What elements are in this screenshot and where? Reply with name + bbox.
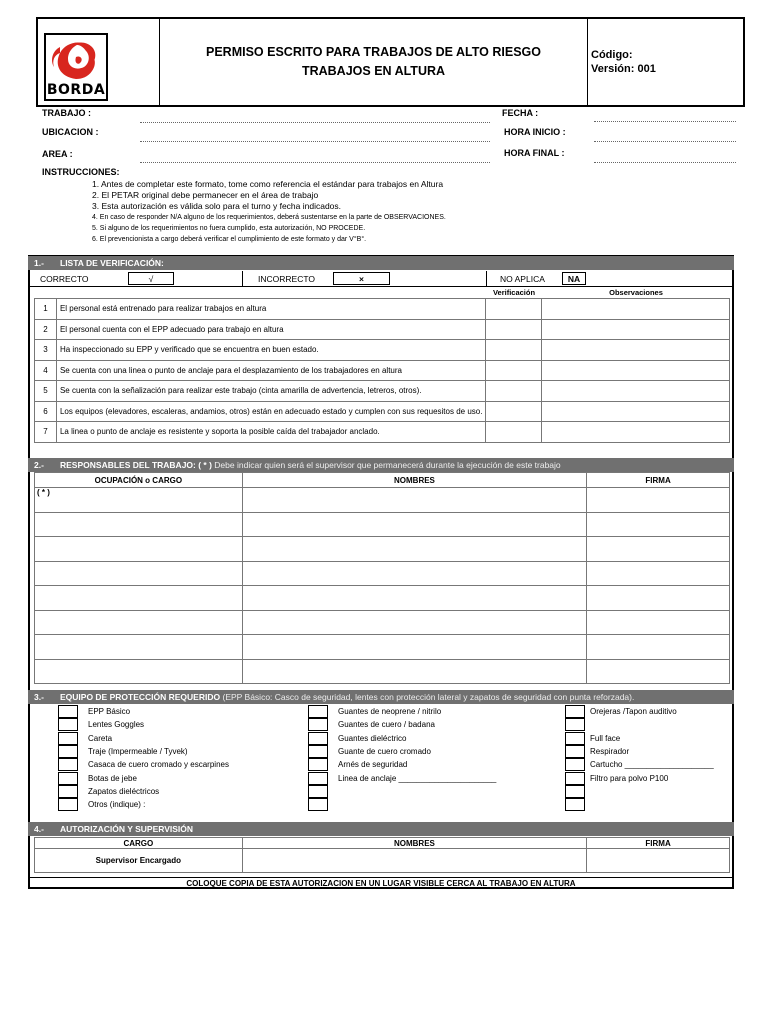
epp-item-label: Botas de jebe — [88, 773, 137, 783]
logo — [44, 33, 108, 101]
ocupacion-cell[interactable] — [35, 512, 243, 537]
instruction-item: 3. Esta autorización es válida solo para el turno y fecha indicados. — [92, 201, 342, 211]
epp-checkbox[interactable] — [58, 705, 78, 718]
epp-item-label: Lentes Goggles — [88, 720, 145, 730]
fecha-label: FECHA : — [502, 108, 539, 118]
legend-correcto-mark: √ — [128, 272, 174, 285]
epp-checklist — [30, 705, 732, 817]
checklist-number: 3 — [35, 340, 57, 361]
responsable-row — [35, 659, 730, 684]
ocupacion-cell[interactable] — [35, 635, 243, 660]
section4-title: AUTORIZACIÓN Y SUPERVISIÓN — [60, 824, 194, 834]
legend-incorrecto: INCORRECTO — [258, 274, 315, 284]
legend-correcto: CORRECTO — [40, 274, 89, 284]
nombre-cell[interactable] — [242, 488, 586, 513]
supervisor-mark: ( * ) — [37, 488, 50, 498]
hora-inicio-label: HORA INICIO : — [504, 127, 566, 137]
supervisor-label: Supervisor Encargado — [35, 849, 243, 873]
checklist-text: La linea o punto de anclaje es resistente y soporta la posible caída del trabajador anclado. — [56, 422, 485, 443]
checklist-number: 1 — [35, 299, 57, 320]
epp-item-label: Casaca de cuero cromado y escarpines — [88, 760, 229, 770]
col-firma: FIRMA — [587, 473, 730, 488]
epp-checkbox[interactable] — [565, 732, 585, 745]
instructions-list — [92, 179, 532, 245]
epp-checkbox[interactable] — [308, 772, 328, 785]
epp-item-label: Respirador — [590, 746, 630, 756]
legend-no-aplica-mark: NA — [562, 272, 586, 285]
epp-checkbox[interactable] — [58, 732, 78, 745]
ocupacion-cell[interactable] — [35, 610, 243, 635]
firma-cell[interactable] — [587, 659, 730, 684]
checklist-row — [35, 381, 730, 402]
hora-inicio-field[interactable] — [594, 141, 736, 142]
col-ocupacion: OCUPACIÓN o CARGO — [35, 473, 243, 488]
checklist-row — [35, 360, 730, 381]
nombre-cell[interactable] — [242, 635, 586, 660]
epp-checkbox[interactable] — [58, 798, 78, 811]
firma-cell[interactable] — [587, 586, 730, 611]
checklist-number: 6 — [35, 401, 57, 422]
ocupacion-cell[interactable] — [35, 659, 243, 684]
checklist-text: Ha inspeccionado su EPP y verificado que se encuentra en buen estado. — [56, 340, 485, 361]
checklist-row — [35, 319, 730, 340]
section2-subtitle: Debe indicar quien será el supervisor que permanecerá durante la ejecución de este trabajo — [214, 460, 561, 470]
legend-incorrecto-mark: × — [333, 272, 390, 285]
ubicacion-label: UBICACION : — [42, 127, 99, 137]
epp-checkbox[interactable] — [565, 745, 585, 758]
epp-item-label: Full face — [590, 733, 621, 743]
responsables-table — [34, 472, 730, 684]
instruction-item: 2. El PETAR original debe permanecer en el área de trabajo — [92, 190, 319, 200]
footer-note: COLOQUE COPIA DE ESTA AUTORIZACION EN UN LUGAR VISIBLE CERCA AL TRABAJO EN ALTURA — [28, 877, 734, 889]
checklist-text: Se cuenta con una linea o punto de anclaje para el desplazamiento de los trabajadores en altura — [56, 360, 485, 381]
responsable-row — [35, 586, 730, 611]
fecha-field[interactable] — [594, 121, 736, 122]
col-cargo: CARGO — [35, 838, 243, 849]
section1-number: 1.- — [34, 258, 44, 268]
supervisor-signature-cell[interactable] — [587, 849, 730, 873]
verification-cell[interactable] — [486, 360, 542, 381]
section3-title: EQUIPO DE PROTECCIÓN REQUERIDO — [60, 692, 221, 702]
observation-cell[interactable] — [542, 319, 730, 340]
epp-item-label: Guantes dieléctrico — [338, 733, 407, 743]
epp-item-label: Zapatos dieléctricos — [88, 786, 160, 796]
section4-bar — [28, 822, 734, 836]
hora-final-field[interactable] — [594, 162, 736, 163]
responsable-row — [35, 610, 730, 635]
epp-checkbox[interactable] — [565, 758, 585, 771]
epp-item-label: Arnés de seguridad — [338, 760, 408, 770]
firma-cell[interactable] — [587, 635, 730, 660]
version-label: Versión: 001 — [591, 63, 656, 75]
checklist-text: Se cuenta con la señalización para realizar este trabajo (cinta amarilla de advertencia, letreros, otros). — [56, 381, 485, 402]
instructions-title: INSTRUCCIONES: — [42, 167, 120, 177]
instruction-item: 6. El prevencionista a cargo deberá verificar el cumplimiento de este formato y dar V°B°. — [92, 236, 367, 243]
logo-cell — [38, 19, 160, 105]
epp-checkbox[interactable] — [565, 798, 585, 811]
section1-title: LISTA DE VERIFICACIÓN: — [60, 258, 164, 268]
epp-item-label: Guantes de neoprene / nitrilo — [338, 707, 442, 716]
legend-row — [30, 271, 732, 287]
instruction-item: 1. Antes de completar este formato, tome como referencia el estándar para trabajos en Altura — [92, 179, 444, 189]
checklist-text: El personal está entrenado para realizar trabajos en altura — [56, 299, 485, 320]
checklist-number: 2 — [35, 319, 57, 340]
ocupacion-cell[interactable] — [35, 586, 243, 611]
epp-checkbox[interactable] — [308, 705, 328, 718]
epp-checkbox[interactable] — [565, 772, 585, 785]
nombre-cell[interactable] — [242, 610, 586, 635]
epp-checkbox[interactable] — [308, 745, 328, 758]
autorizacion-table — [34, 837, 730, 873]
checklist-row — [35, 340, 730, 361]
checklist-row — [35, 299, 730, 320]
epp-item-label: Guante de cuero cromado — [338, 746, 431, 756]
observation-cell[interactable] — [542, 340, 730, 361]
ocupacion-cell[interactable] — [35, 537, 243, 562]
epp-checkbox[interactable] — [308, 718, 328, 731]
checklist-row — [35, 422, 730, 443]
observation-cell[interactable] — [542, 360, 730, 381]
section4-number: 4.- — [34, 824, 44, 834]
code-label: Código: — [591, 49, 633, 61]
checklist-text: Los equipos (elevadores, escaleras, andamios, otros) están en adecuado estado y cumplen con sus requesitos de uso. — [56, 401, 485, 422]
checklist-number: 5 — [35, 381, 57, 402]
ubicacion-field[interactable] — [140, 141, 490, 142]
trabajo-label: TRABAJO : — [42, 108, 91, 118]
epp-checkbox[interactable] — [308, 732, 328, 745]
section3-number: 3.- — [34, 692, 44, 702]
nombre-cell[interactable] — [242, 537, 586, 562]
epp-checkbox[interactable] — [308, 798, 328, 811]
col-observaciones: Observaciones — [609, 288, 663, 297]
verification-cell[interactable] — [486, 381, 542, 402]
col-nombres: NOMBRES — [242, 473, 586, 488]
legend-no-aplica: NO APLICA — [500, 274, 545, 284]
epp-item-label: Orejeras /Tapon auditivo — [590, 707, 677, 716]
section1-bar — [28, 256, 734, 270]
observation-cell[interactable] — [542, 401, 730, 422]
responsable-row — [35, 635, 730, 660]
epp-checkbox[interactable] — [565, 785, 585, 798]
firma-cell[interactable] — [587, 610, 730, 635]
checklist-number: 7 — [35, 422, 57, 443]
epp-item-label: Filtro para polvo P100 — [590, 773, 669, 783]
firma-cell[interactable] — [587, 537, 730, 562]
nombre-cell[interactable] — [242, 561, 586, 586]
trabajo-field[interactable] — [140, 122, 490, 123]
epp-checkbox[interactable] — [565, 705, 585, 718]
observation-cell[interactable] — [542, 299, 730, 320]
epp-checkbox[interactable] — [58, 758, 78, 771]
responsable-row — [35, 561, 730, 586]
checklist-text: El personal cuenta con el EPP adecuado para trabajo en altura — [56, 319, 485, 340]
nombre-cell[interactable] — [242, 586, 586, 611]
verification-cell[interactable] — [486, 422, 542, 443]
epp-item-label: Linea de anclaje ______________________ — [338, 773, 497, 783]
verification-cell[interactable] — [486, 401, 542, 422]
observation-cell[interactable] — [542, 422, 730, 443]
hora-final-label: HORA FINAL : — [504, 148, 565, 158]
firma-cell[interactable] — [587, 512, 730, 537]
form-header — [36, 17, 745, 107]
epp-item-label: Otros (indique) : — [88, 800, 146, 810]
phoenix-icon — [46, 37, 106, 83]
responsable-row — [35, 512, 730, 537]
col-nombres: NOMBRES — [242, 838, 586, 849]
instruction-item: 4. En caso de responder N/A alguno de los requerimientos, deberá sustentarse en la parte de OBSERVACIONES. — [92, 214, 446, 221]
col-firma: FIRMA — [587, 838, 730, 849]
supervisor-name-cell[interactable] — [242, 849, 586, 873]
epp-checkbox[interactable] — [308, 758, 328, 771]
epp-checkbox[interactable] — [58, 718, 78, 731]
col-verificacion: Verificación — [492, 288, 536, 297]
checklist-row — [35, 401, 730, 422]
responsable-row — [35, 488, 730, 513]
checklist-table — [34, 298, 730, 443]
observation-cell[interactable] — [542, 381, 730, 402]
firma-cell[interactable] — [587, 488, 730, 513]
epp-item-label: Cartucho ____________________ — [590, 760, 714, 770]
epp-item-label: EPP Básico — [88, 707, 131, 716]
epp-checkbox[interactable] — [58, 745, 78, 758]
verification-cell[interactable] — [486, 340, 542, 361]
epp-checkbox[interactable] — [308, 785, 328, 798]
logo-text: BORDA — [46, 82, 106, 98]
form-title: PERMISO ESCRITO PARA TRABAJOS DE ALTO RIESGO TRABAJOS EN ALTURA — [160, 19, 588, 105]
verification-cell[interactable] — [486, 319, 542, 340]
firma-cell[interactable] — [587, 561, 730, 586]
checklist-number: 4 — [35, 360, 57, 381]
epp-checkbox[interactable] — [58, 785, 78, 798]
area-label: AREA : — [42, 149, 73, 159]
nombre-cell[interactable] — [242, 512, 586, 537]
section2-title: RESPONSABLES DEL TRABAJO: ( * ) — [60, 460, 212, 470]
epp-checkbox[interactable] — [58, 772, 78, 785]
section3-subtitle: (EPP Básico: Casco de seguridad, lentes con protección lateral y zapatos de seguridad con punta reforzada). — [222, 692, 635, 702]
code-version-cell — [588, 19, 743, 105]
legend-divider — [486, 271, 487, 287]
legend-divider — [242, 271, 243, 287]
section3-bar — [28, 690, 734, 704]
ocupacion-cell[interactable] — [35, 561, 243, 586]
ocupacion-cell[interactable] — [35, 488, 243, 513]
epp-item-label: Guantes de cuero / badana — [338, 720, 435, 730]
section2-bar — [28, 458, 734, 472]
responsable-row — [35, 537, 730, 562]
epp-checkbox[interactable] — [565, 718, 585, 731]
section2-number: 2.- — [34, 460, 44, 470]
epp-item-label: Careta — [88, 733, 113, 743]
instruction-item: 5. Si alguno de los requerimientos no fuera cumplido, esta autorización, NO PROCEDE. — [92, 225, 366, 232]
verification-cell[interactable] — [486, 299, 542, 320]
nombre-cell[interactable] — [242, 659, 586, 684]
area-field[interactable] — [140, 162, 490, 163]
epp-item-label: Traje (Impermeable / Tyvek) — [88, 746, 188, 756]
